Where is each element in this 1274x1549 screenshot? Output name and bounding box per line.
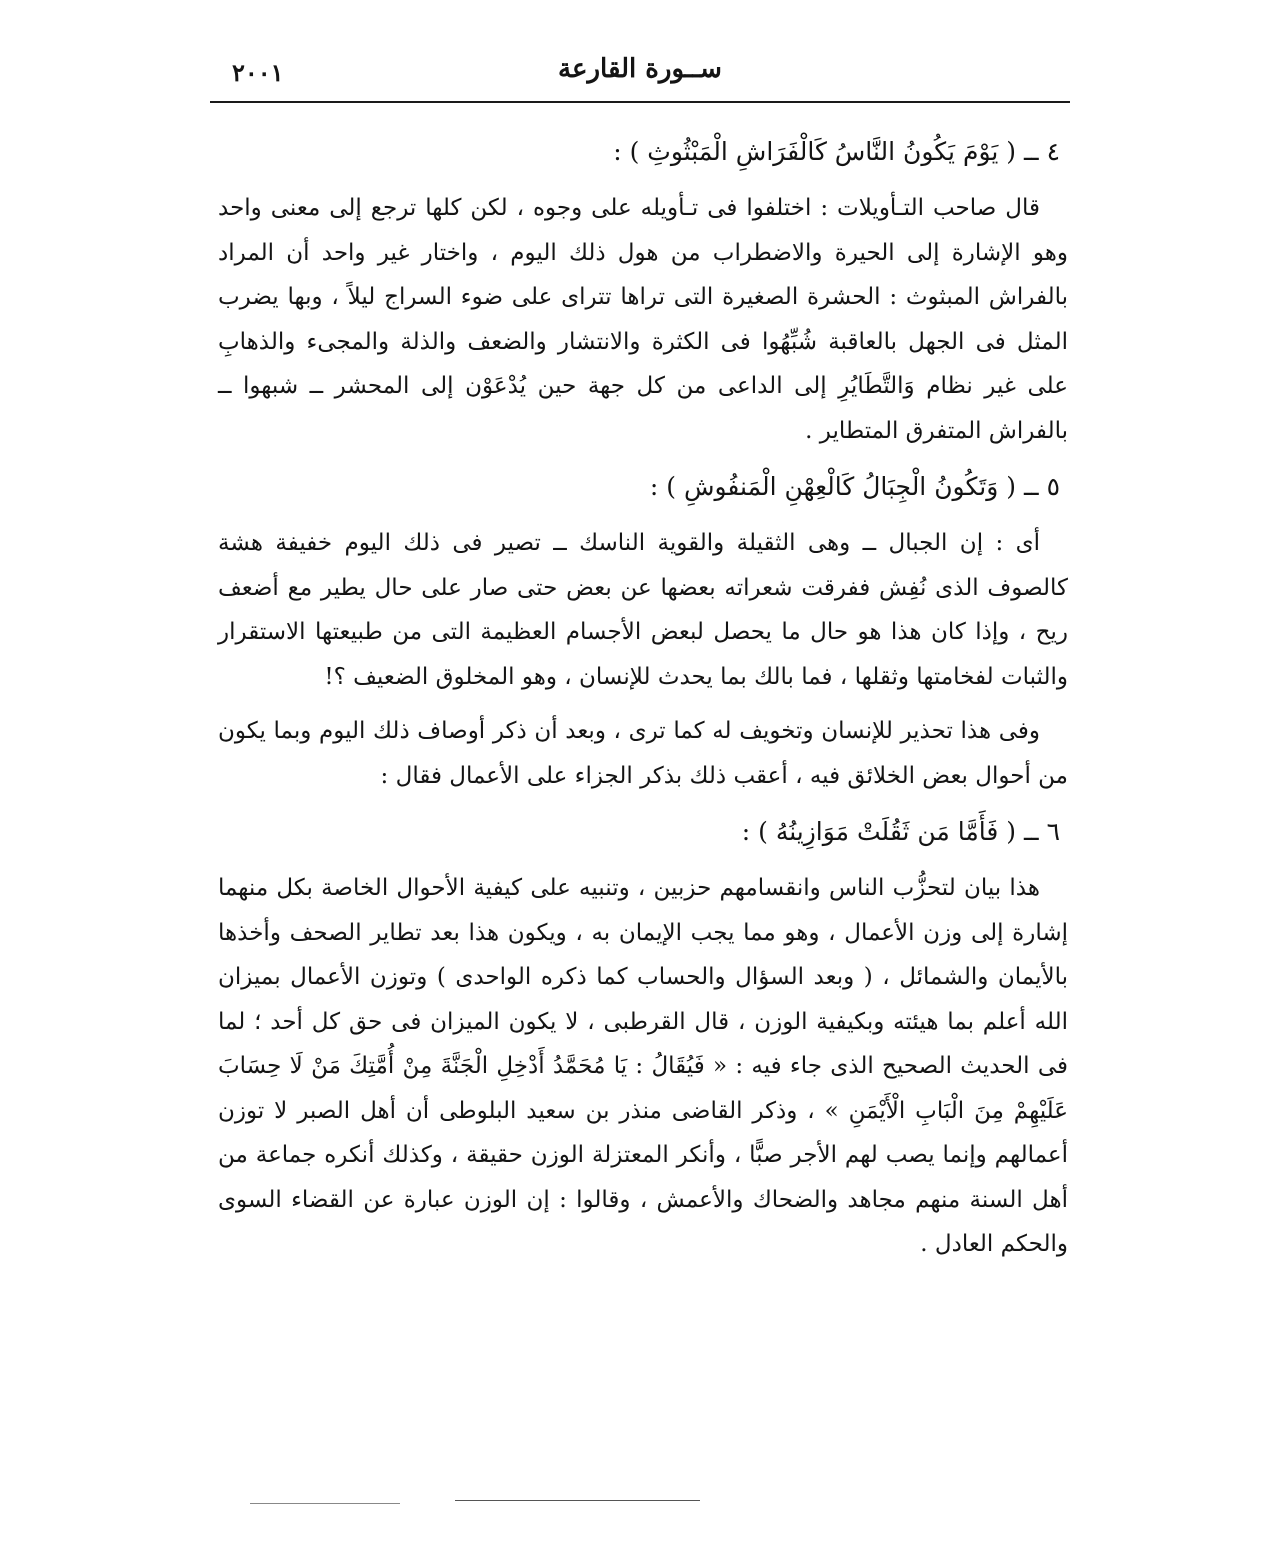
commentary-paragraph: قال صاحب التـأويلات : اختلفوا فى تـأويله على وجوه ، لكن كلها ترجع إلى معنى واحد وهو الإشارة إلى الحيرة والاضطراب من هول ذلك اليوم ، واختار غير واحد أن المراد بالفراش المبثوث : الحشرة الصغيرة التى تراها تتراى على ضوء السراج ليلاً ، وبها يضرب المثل فى الجهل بالعاقبة شُبِّهُوا فى الكثرة والانتشار والضعف والذلة والمجىء والذهابِ على غير نظام وَالتَّطَايُرِ إلى الداعى من كل جهة حين يُدْعَوْن إلى المحشر ــ شبهوا ــ بالفراش المتفرق المتطاير . [218,195,1068,444]
surah-title: ســورة القارعة [558,54,722,84]
footer-divider [455,1500,700,1501]
verse-heading-5: ٥ ــ ( وَتَكُونُ الْجِبَالُ كَالْعِهْنِ الْمَنفُوشِ ) : [649,472,1060,501]
header-rule [210,101,1070,103]
page-header [210,48,1070,98]
commentary-paragraph: وفى هذا تحذير للإنسان وتخويف له كما ترى ، وبعد أن ذكر أوصاف ذلك اليوم وبما يكون من أحوال بعض الخلائق فيه ، أعقب ذلك بذكر الجزاء على الأعمال فقال : [218,718,1068,789]
verse-heading-6: ٦ ــ ( فَأَمَّا مَن ثَقُلَتْ مَوَازِينُهُ ) : [741,817,1060,846]
verse-heading-4: ٤ ــ ( يَوْمَ يَكُونُ النَّاسُ كَالْفَرَاشِ الْمَبْثُوثِ ) : [613,137,1060,166]
commentary-paragraph: هذا بيان لتحزُّب الناس وانقسامهم حزبين ، وتنبيه على كيفية الأحوال الخاصة بكل منهما إشارة إلى وزن الأعمال ، وهو مما يجب الإيمان به ، ويكون هذا بعد تطاير الصحف وأخذها بالأيمان والشمائل ، ( وبعد السؤال والحساب كما ذكره الواحدى ) وتوزن الأعمال بميزان الله أعلم بما هيئته وبكيفية الوزن ، قال القرطبى ، لا يكون الميزان فى حق كل أحد ؛ لما فى الحديث الصحيح الذى جاء فيه : « فَيُقَالُ : يَا مُحَمَّدُ أَدْخِلِ الْجَنَّةَ مِنْ أُمَّتِكَ مَنْ لَا حِسَابَ عَلَيْهِمْ مِنَ الْبَابِ الْأَيْمَنِ » ، وذكر القاضى منذر بن سعيد البلوطى أن أهل الصبر لا توزن أعمالهم وإنما يصب لهم الأجر صبًّا ، وأنكر المعتزلة الوزن حقيقة ، وكذلك أنكره جماعة من أهل السنة منهم مجاهد والضحاك والأعمش ، وقالوا : إن الوزن عبارة عن القضاء السوى والحكم العادل . [218,875,1068,1257]
footer-divider [250,1503,400,1504]
page-body [218,122,1068,1275]
commentary-paragraph: أى : إن الجبال ــ وهى الثقيلة والقوية الناسك ــ تصير فى ذلك اليوم خفيفة هشة كالصوف الذى نُفِش ففرقت شعراته بعضها عن بعض حتى صار على حال يطير مع أضعف ريح ، وإذا كان هذا هو حال ما يحصل لبعض الأجسام العظيمة التى من طبيعتها الاستقرار والثبات لفخامتها وثقلها ، فما بالك بما يحدث للإنسان ، وهو المخلوق الضعيف ؟! [218,530,1068,690]
page-number: ٢٠٠١ [232,58,284,87]
